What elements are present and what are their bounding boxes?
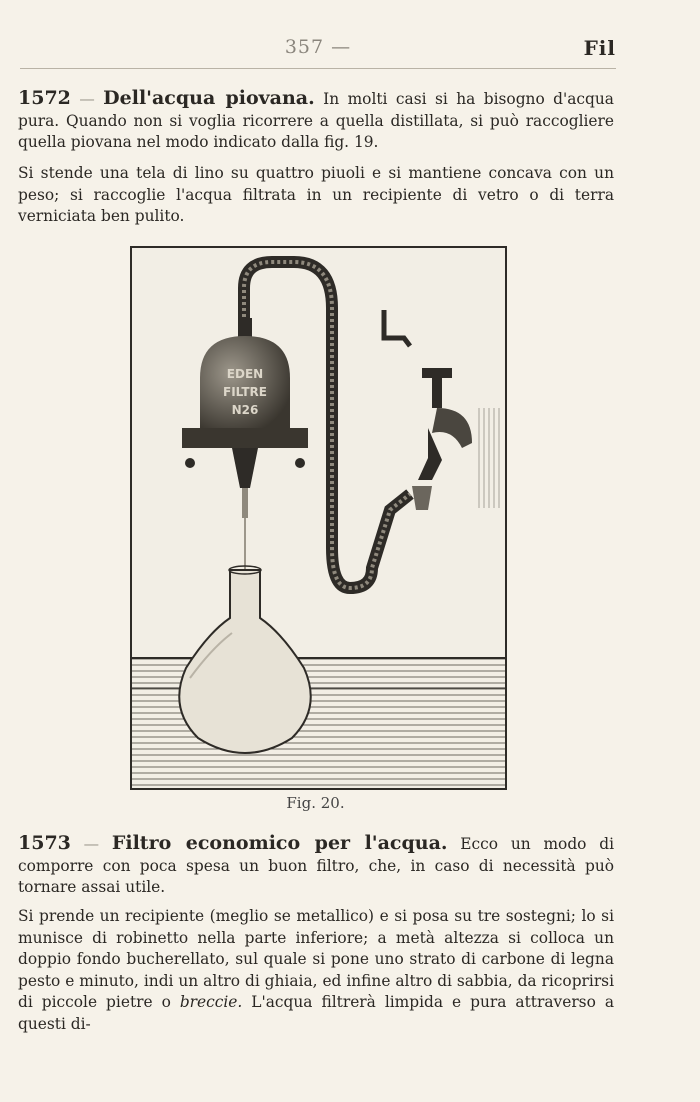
italic-word: breccie. xyxy=(179,993,243,1011)
filter-label-1: EDEN xyxy=(226,367,264,381)
page-header xyxy=(20,36,616,66)
section-dash: — xyxy=(70,90,104,108)
section-number: 1573 xyxy=(18,832,71,854)
filter-engraving xyxy=(132,248,505,788)
section-title: Filtro economico per l'acqua. xyxy=(111,832,448,854)
running-head: Fil xyxy=(583,36,616,60)
section-dash: — xyxy=(70,835,112,853)
section-text: Ecco un modo di comporre con poca spesa un buon filtro, che, in caso di necessità può tornare assai utile. xyxy=(18,835,614,896)
figure-illustration xyxy=(130,246,507,790)
filter-collar xyxy=(182,428,308,448)
figure-caption: Fig. 20. xyxy=(286,794,345,812)
section-1572-intro xyxy=(18,88,614,154)
section-text: L'acqua filtrerà limpida e pura attraverso a questi di- xyxy=(18,993,614,1033)
section-1572-body: Si stende una tela di lino su quattro piuoli e si mantiene concava con un peso; si raccoglie l'acqua filtrata in un recipiente di vetro o di terra verniciata ben pulito. xyxy=(18,164,614,225)
filter-label-3: N26 xyxy=(231,403,259,417)
page-number: 357 — xyxy=(284,36,352,58)
tap-spout xyxy=(418,428,442,480)
section-text: Si prende un recipiente (meglio se metallico) e si posa su tre sostegni; lo si munisce di robinetto nella parte inferiore; a metà altezza si colloca un doppio fondo bucherellato, sul quale si pone uno strato di carbone di legna pesto e minuto, indi un altro di ghiaia, ed infine altro di sabbia, da ricoprirsi di piccole pietre o xyxy=(18,907,614,1011)
wall-hook xyxy=(384,310,410,346)
filter-outlet xyxy=(232,448,258,488)
section-1573-intro xyxy=(18,833,614,899)
section-text: In molti casi si ha bisogno d'acqua pura. Quando non si voglia ricorrere a quella distillata, si può raccogliere quella piovana nel modo indicato dalla fig. 19. xyxy=(18,90,614,151)
section-1573-body xyxy=(18,906,614,1035)
filter-label-2: FILTRE xyxy=(223,385,267,399)
header-rule xyxy=(20,68,616,69)
section-number: 1572 xyxy=(18,87,71,109)
tap-handle xyxy=(422,368,452,378)
glass-flask xyxy=(179,570,311,753)
section-title: Dell'acqua piovana. xyxy=(103,87,315,109)
